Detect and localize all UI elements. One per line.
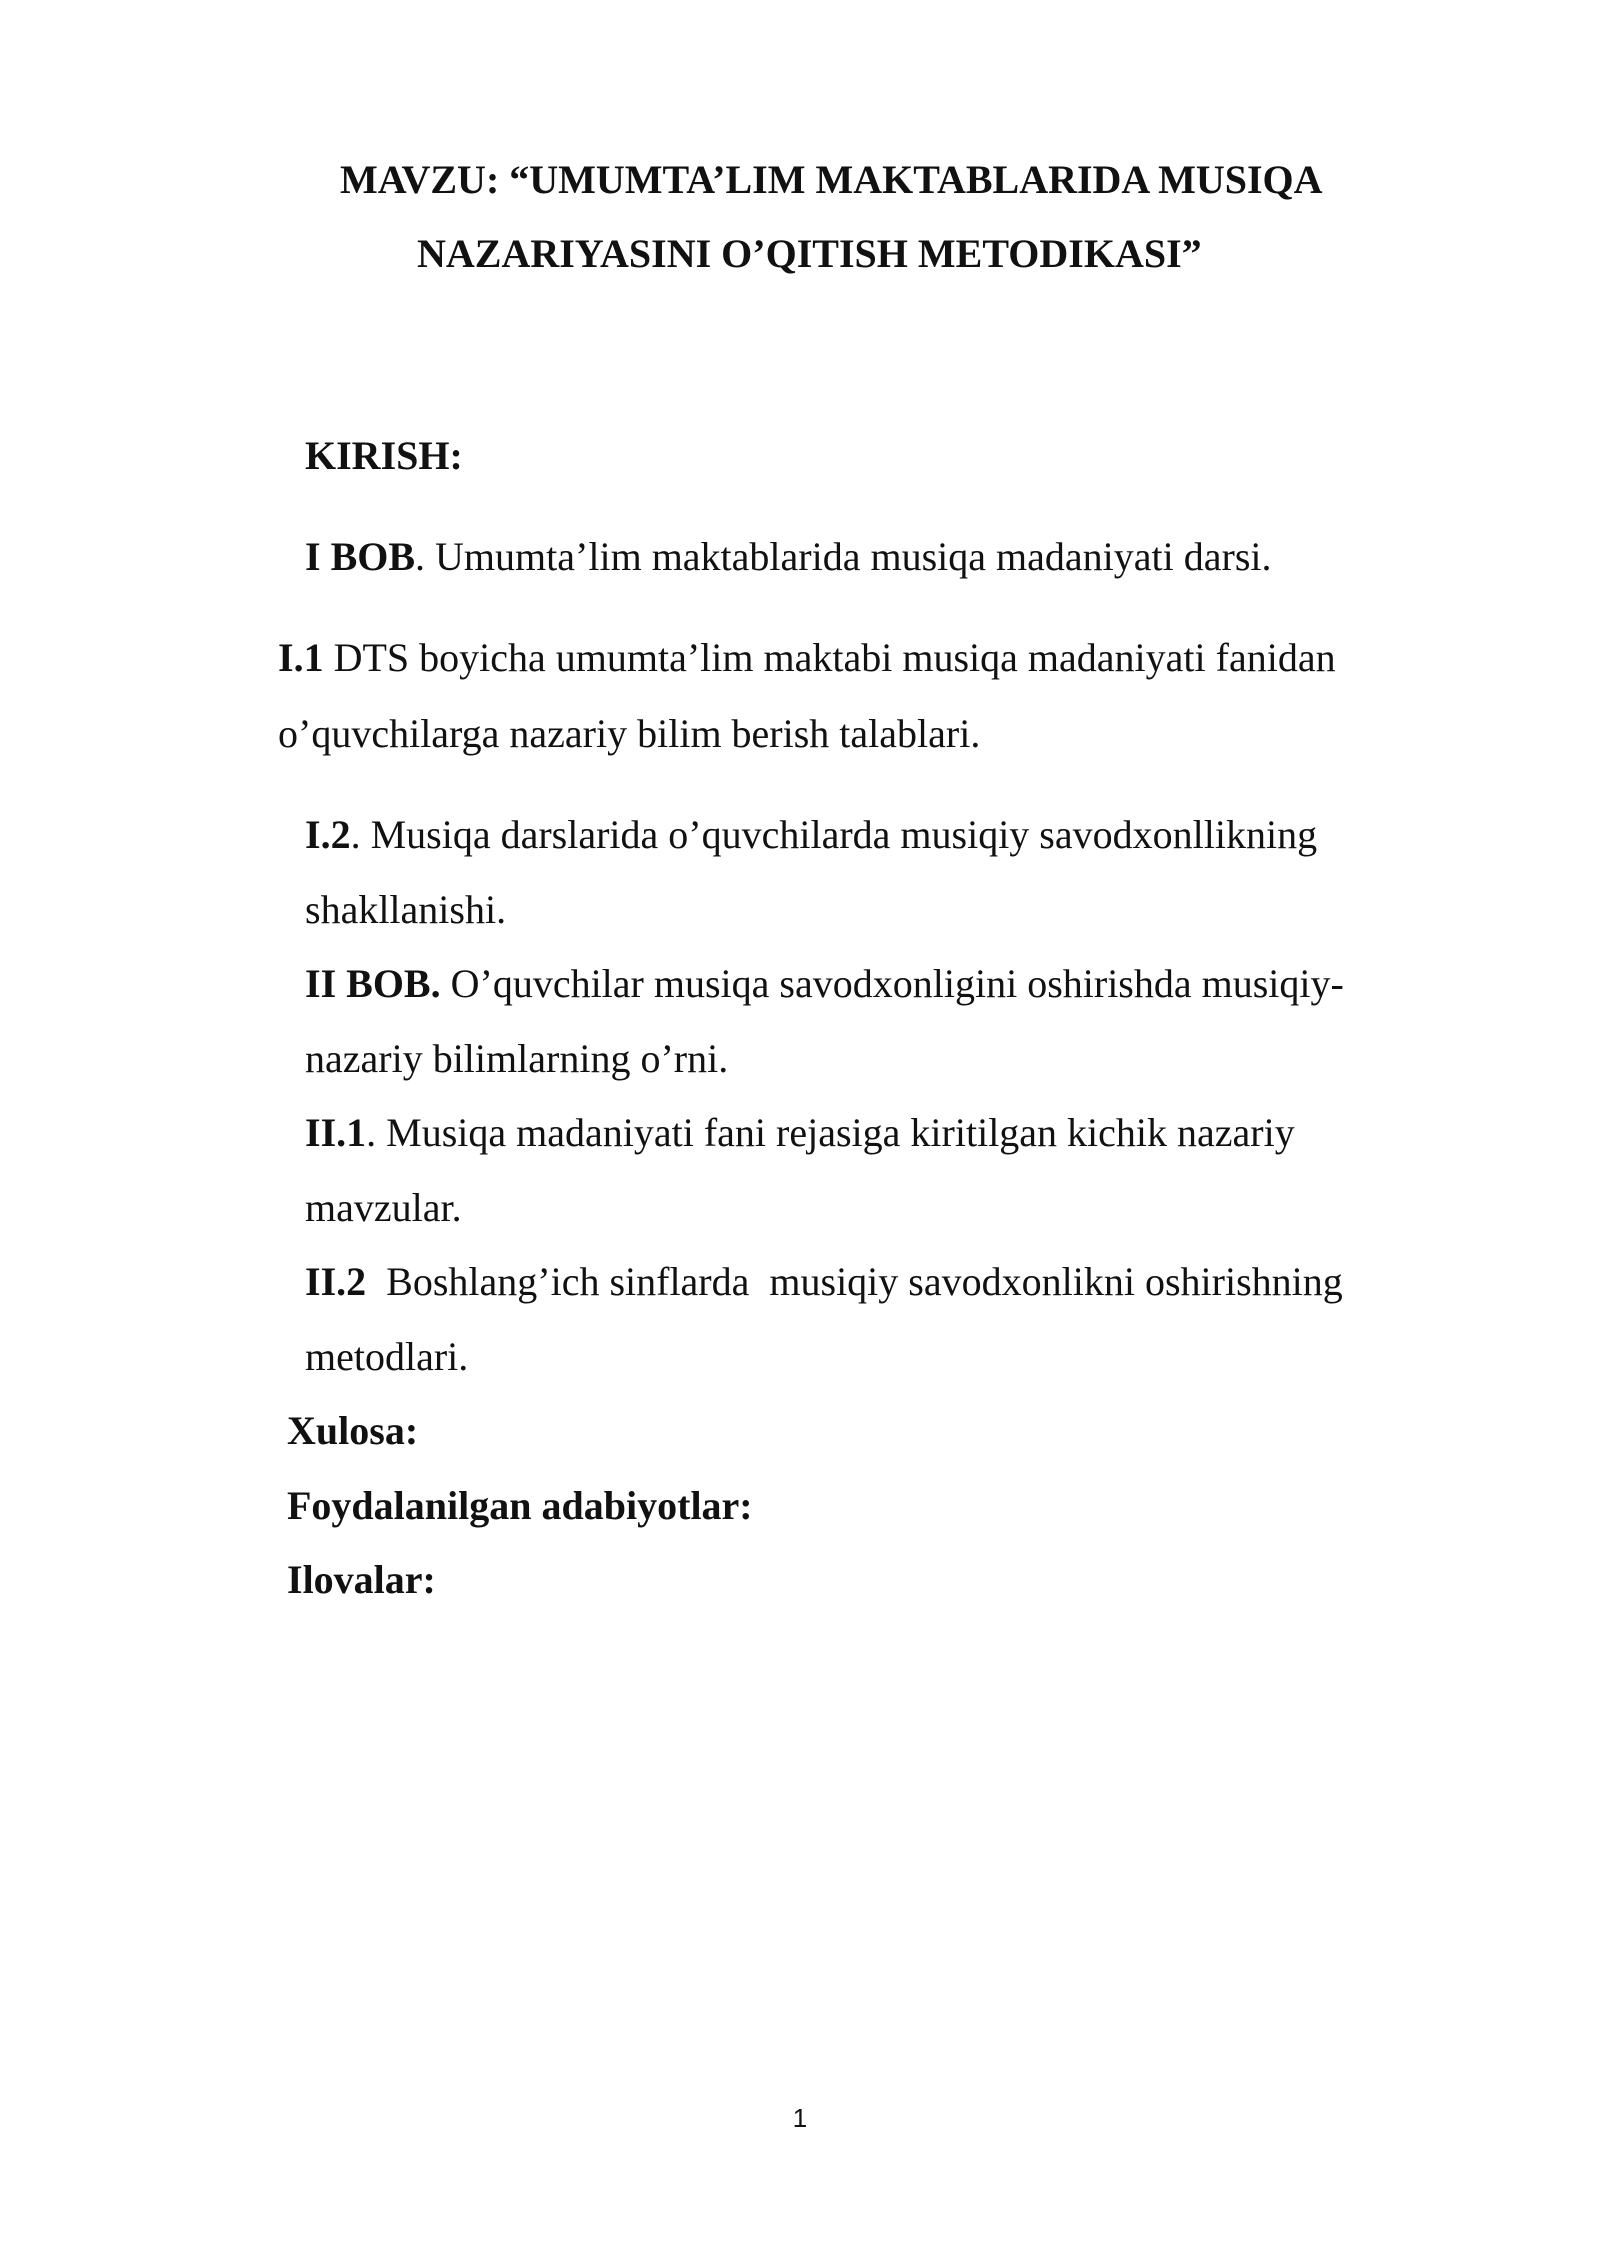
toc-label: II BOB. [305, 961, 441, 1006]
toc-label: II.1 [305, 1110, 367, 1155]
toc-entry-i-1-cont: o’quvchilarga nazariy bilim berish talablari. [278, 711, 981, 756]
toc-entry-ii-1-cont: mavzular. [305, 1185, 462, 1230]
toc-label: I.1 [278, 635, 324, 680]
toc-text: DTS boyicha umumta’lim maktabi musiqa madaniyati fanidan [323, 635, 1336, 680]
toc-entry-ii-2 [305, 1258, 1343, 1306]
toc-text: . Musiqa darslarida o’quvchilarda musiqiy savodxonllikning [350, 812, 1318, 857]
toc-entry-ii-bob-cont: nazariy bilimlarning o’rni. [305, 1036, 729, 1081]
toc-label: II.2 [305, 1259, 367, 1304]
title-line-1: MAVZU: “UMUMTA’LIM MAKTABLARIDA MUSIQA [340, 157, 1323, 202]
toc-text: Boshlang’ich sinflarda musiqiy savodxonlikni oshirishning [366, 1259, 1343, 1304]
toc-entry-i-1 [278, 634, 1336, 682]
toc-entry-ii-2-cont: metodlari. [305, 1334, 469, 1379]
page-number: 1 [792, 2103, 808, 2133]
adabiyotlar-heading: Foydalanilgan adabiyotlar: [287, 1483, 753, 1528]
toc-entry-i-2-cont: shakllanishi. [305, 887, 507, 932]
toc-label: I BOB [305, 534, 416, 579]
toc-text: . Umumta’lim maktablarida musiqa madaniyati darsi. [415, 534, 1272, 579]
toc-entry-i-2 [305, 811, 1317, 859]
toc-text: . Musiqa madaniyati fani rejasiga kiritilgan kichik nazariy [366, 1110, 1295, 1155]
toc-entry-ii-1 [305, 1109, 1295, 1157]
toc-entry-ii-bob [305, 960, 1344, 1008]
ilovalar-heading: Ilovalar: [287, 1557, 436, 1602]
toc-text: O’quvchilar musiqa savodxonligini oshirishda musiqiy- [440, 961, 1344, 1006]
toc-label: I.2 [305, 812, 351, 857]
kirish-heading: KIRISH: [305, 433, 463, 478]
xulosa-heading: Xulosa: [287, 1408, 419, 1453]
toc-entry-i-bob [305, 533, 1272, 581]
title-line-2: NAZARIYASINI O’QITISH METODIKASI” [417, 231, 1202, 276]
